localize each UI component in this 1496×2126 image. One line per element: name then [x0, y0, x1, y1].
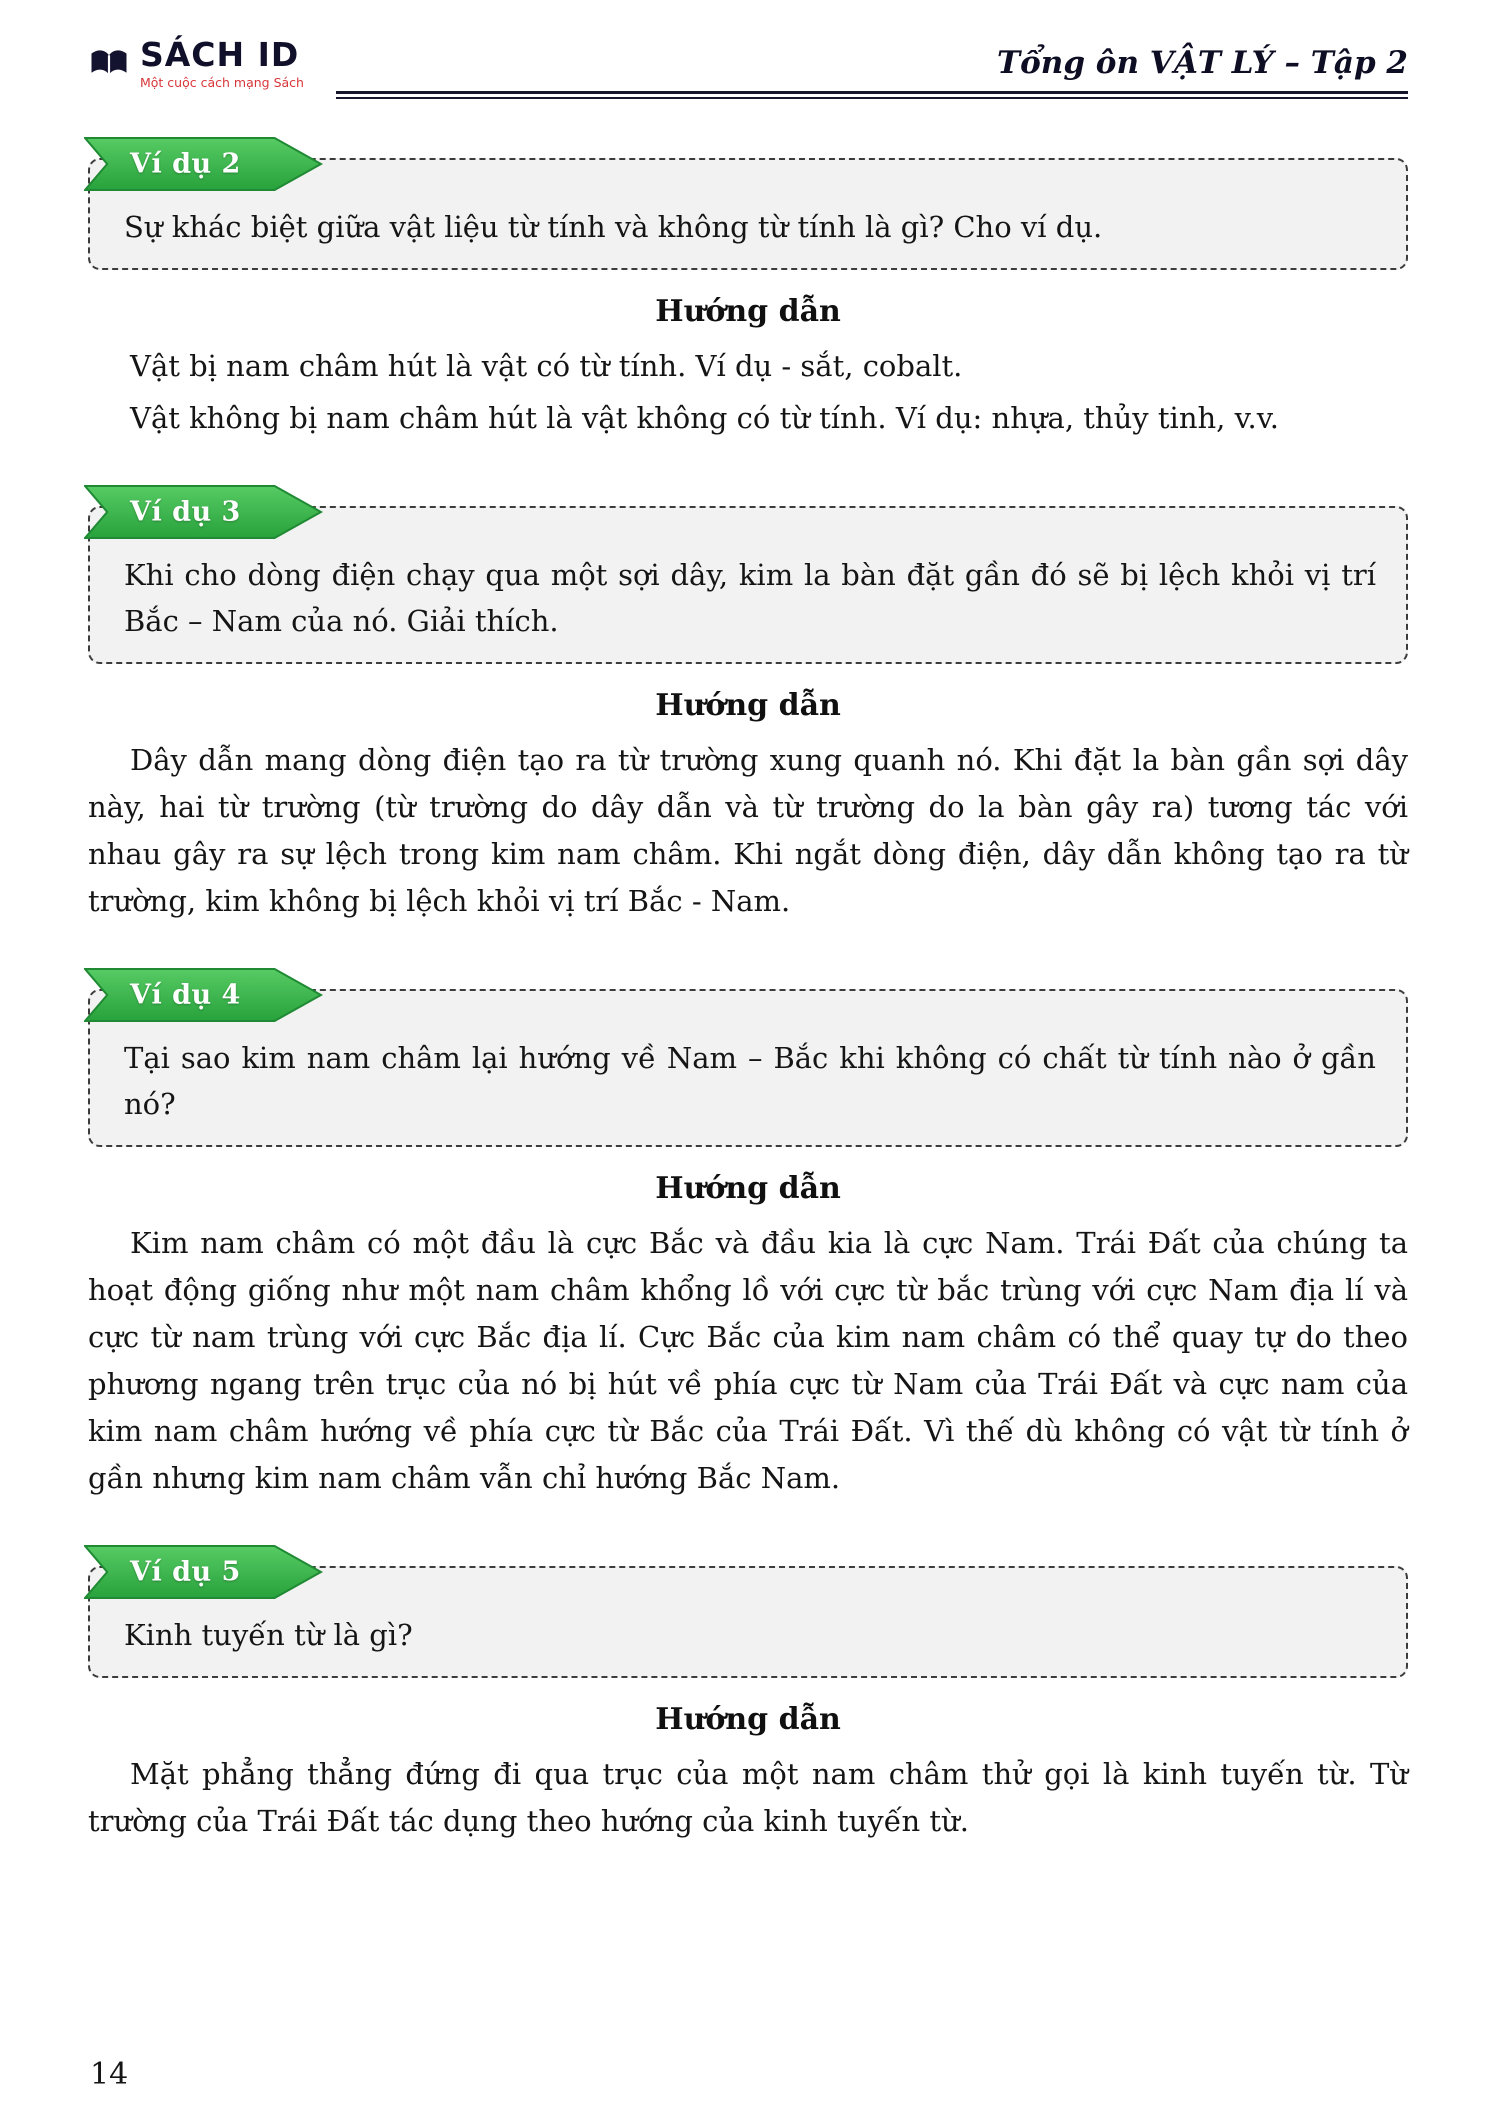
guide-heading: Hướng dẫn [655, 293, 841, 329]
example-section-5 [88, 1556, 1408, 1845]
logo-text [140, 35, 304, 90]
answer-paragraph: Mặt phẳng thẳng đứng đi qua trục của một nam châm thử gọi là kinh tuyến từ. Từ trường của Trái Đất tác dụng theo hướng của kinh tuyến từ. [88, 1756, 1408, 1838]
book-title: Tổng ôn VẬT LÝ – Tập 2 [997, 44, 1408, 81]
example-section-4 [88, 979, 1408, 1502]
guide-heading: Hướng dẫn [655, 1170, 841, 1206]
example-badge-label: Ví dụ 5 [130, 1556, 241, 1588]
question-text: Khi cho dòng điện chạy qua một sợi dây, kim la bàn đặt gần đó sẽ bị lệch khỏi vị trí Bắc – Nam của nó. Giải thích. [124, 557, 1376, 638]
open-book-icon [88, 45, 130, 83]
example-badge-label: Ví dụ 2 [130, 148, 241, 180]
answer-block [88, 737, 1408, 925]
guide-heading: Hướng dẫn [655, 687, 841, 723]
publisher-logo [88, 35, 318, 94]
example-section-3 [88, 496, 1408, 925]
page-header [88, 35, 1408, 94]
answer-paragraph: Vật không bị nam châm hút là vật không có từ tính. Ví dụ: nhựa, thủy tinh, v.v. [130, 400, 1279, 435]
answer-block [88, 343, 1408, 442]
answer-block [88, 1751, 1408, 1845]
example-badge [84, 1544, 324, 1600]
answer-paragraph: Vật bị nam châm hút là vật có từ tính. Ví dụ - sắt, cobalt. [130, 348, 963, 383]
question-text: Sự khác biệt giữa vật liệu từ tính và không từ tính là gì? Cho ví dụ. [124, 209, 1103, 244]
page-number: 14 [90, 2057, 129, 2092]
example-section-2 [88, 148, 1408, 442]
guide-heading: Hướng dẫn [655, 1701, 841, 1737]
answer-paragraph: Kim nam châm có một đầu là cực Bắc và đầu kia là cực Nam. Trái Đất của chúng ta hoạt động giống như một nam châm khổng lồ với cực từ bắc trùng với cực Nam địa lí và cực từ nam trùng với cực Bắc địa lí. Cực Bắc của kim nam châm có thể quay tự do theo phương ngang trên trục của nó bị hút về phía cực từ Nam của Trái Đất và cực nam của kim nam châm hướng về phía cực từ Bắc của Trái Đất. Vì thế dù không có vật từ tính ở gần nhưng kim nam châm vẫn chỉ hướng Bắc Nam. [88, 1225, 1408, 1495]
answer-block [88, 1220, 1408, 1502]
example-badge [84, 967, 324, 1023]
logo-title: SÁCH ID [140, 35, 300, 74]
example-badge-label: Ví dụ 4 [130, 979, 241, 1011]
logo-tagline: Một cuộc cách mạng Sách [140, 74, 304, 90]
header-rule [336, 45, 1408, 94]
example-badge [84, 136, 324, 192]
question-text: Kinh tuyến từ là gì? [124, 1617, 413, 1652]
question-text: Tại sao kim nam châm lại hướng về Nam – Bắc khi không có chất từ tính nào ở gần nó? [124, 1040, 1376, 1121]
example-badge [84, 484, 324, 540]
answer-paragraph: Dây dẫn mang dòng điện tạo ra từ trường xung quanh nó. Khi đặt la bàn gần sợi dây này, hai từ trường (từ trường do dây dẫn và từ trường do la bàn gây ra) tương tác với nhau gây ra sự lệch trong kim nam châm. Khi ngắt dòng điện, dây dẫn không tạo ra từ trường, kim không bị lệch khỏi vị trí Bắc - Nam. [88, 742, 1408, 918]
example-badge-label: Ví dụ 3 [130, 496, 241, 528]
